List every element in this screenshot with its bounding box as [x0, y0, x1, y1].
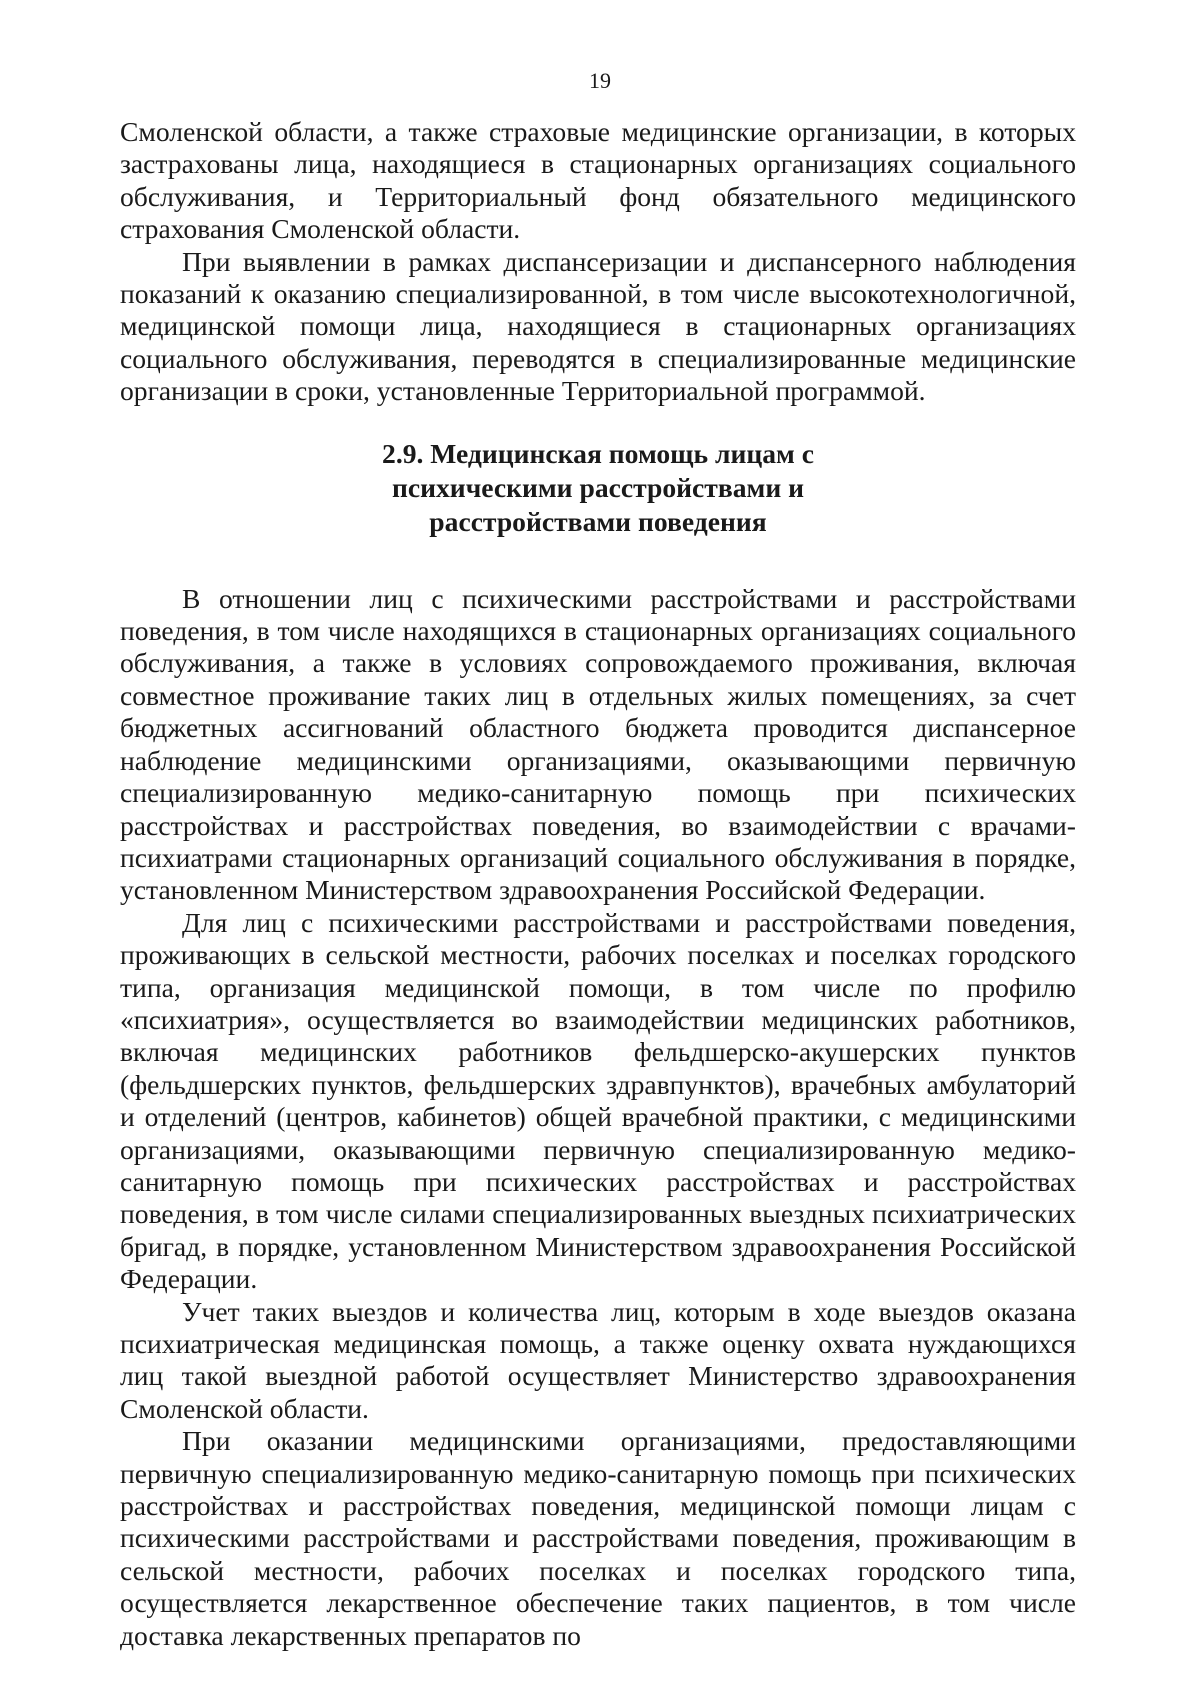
paragraph: Для лиц с психическими расстройствами и расстройствами поведения, проживающих в сельской местности, рабочих поселках и поселках городского типа, организация медицинской помощи, в том числе по профилю «психиатрия», осуществляется во взаимодействии медицинских работников, включая медицинских работников фельдшерско-акушерских пунктов (фельдшерских пунктов, фельдшерских здравпунктов), врачебных амбулаторий и отделений (центров, кабинетов) общей врачебной практики, с медицинскими организациями, оказывающими первичную специализированную медико-санитарную помощь при психических расстройствах и расстройствах поведения, в том числе силами специализированных выездных психиатрических бригад, в порядке, установленном Министерством здравоохранения Российской Федерации.	[120, 906, 1076, 1295]
page-number: 19	[589, 68, 611, 93]
paragraph-continuation: Смоленской области, а также страховые медицинские организации, в которых застрахованы лица, находящиеся в стационарных организациях социального обслуживания, и Территориальный фонд обязательного медицинского страхования Смоленской области.	[120, 116, 1076, 245]
section-heading-line: психическими расстройствами и	[391, 471, 805, 503]
paragraph: При оказании медицинскими организациями, предоставляющими первичную специализированную медико-санитарную помощь при психических расстройствах и расстройствах поведения, медицинской помощи лицам с психическими расстройствами и расстройствами поведения, проживающим в сельской местности, рабочих поселках и поселках городского типа, осуществляется лекарственное обеспечение таких пациентов, в том числе доставка лекарственных препаратов по	[120, 1425, 1076, 1651]
paragraph: В отношении лиц с психическими расстройствами и расстройствами поведения, в том числе находящихся в стационарных организациях социального обслуживания, а также в условиях сопровождаемого проживания, включая совместное проживание таких лиц в отдельных жилых помещениях, за счет бюджетных ассигнований областного бюджета проводится диспансерное наблюдение медицинскими организациями, оказывающими первичную специализированную медико-санитарную помощь при психических расстройствах и расстройствах поведения, во взаимодействии с врачами-психиатрами стационарных организаций социального обслуживания в порядке, установленном Министерством здравоохранения Российской Федерации.	[120, 582, 1076, 906]
paragraph: Учет таких выездов и количества лиц, которым в ходе выездов оказана психиатрическая медицинская помощь, а также оценку охвата нуждающихся лиц такой выездной работой осуществляет Министерство здравоохранения Смоленской области.	[120, 1295, 1076, 1424]
section-heading-line: 2.9. Медицинская помощь лицам с	[382, 437, 814, 469]
section-heading	[120, 437, 1076, 539]
section-heading-line: расстройствами поведения	[429, 505, 767, 537]
document-body	[120, 116, 1076, 1652]
paragraph: При выявлении в рамках диспансеризации и диспансерного наблюдения показаний к оказанию специализированной, в том числе высокотехнологичной, медицинской помощи лица, находящиеся в стационарных организациях социального обслуживания, переводятся в специализированные медицинские организации в сроки, установленные Территориальной программой.	[120, 245, 1076, 407]
